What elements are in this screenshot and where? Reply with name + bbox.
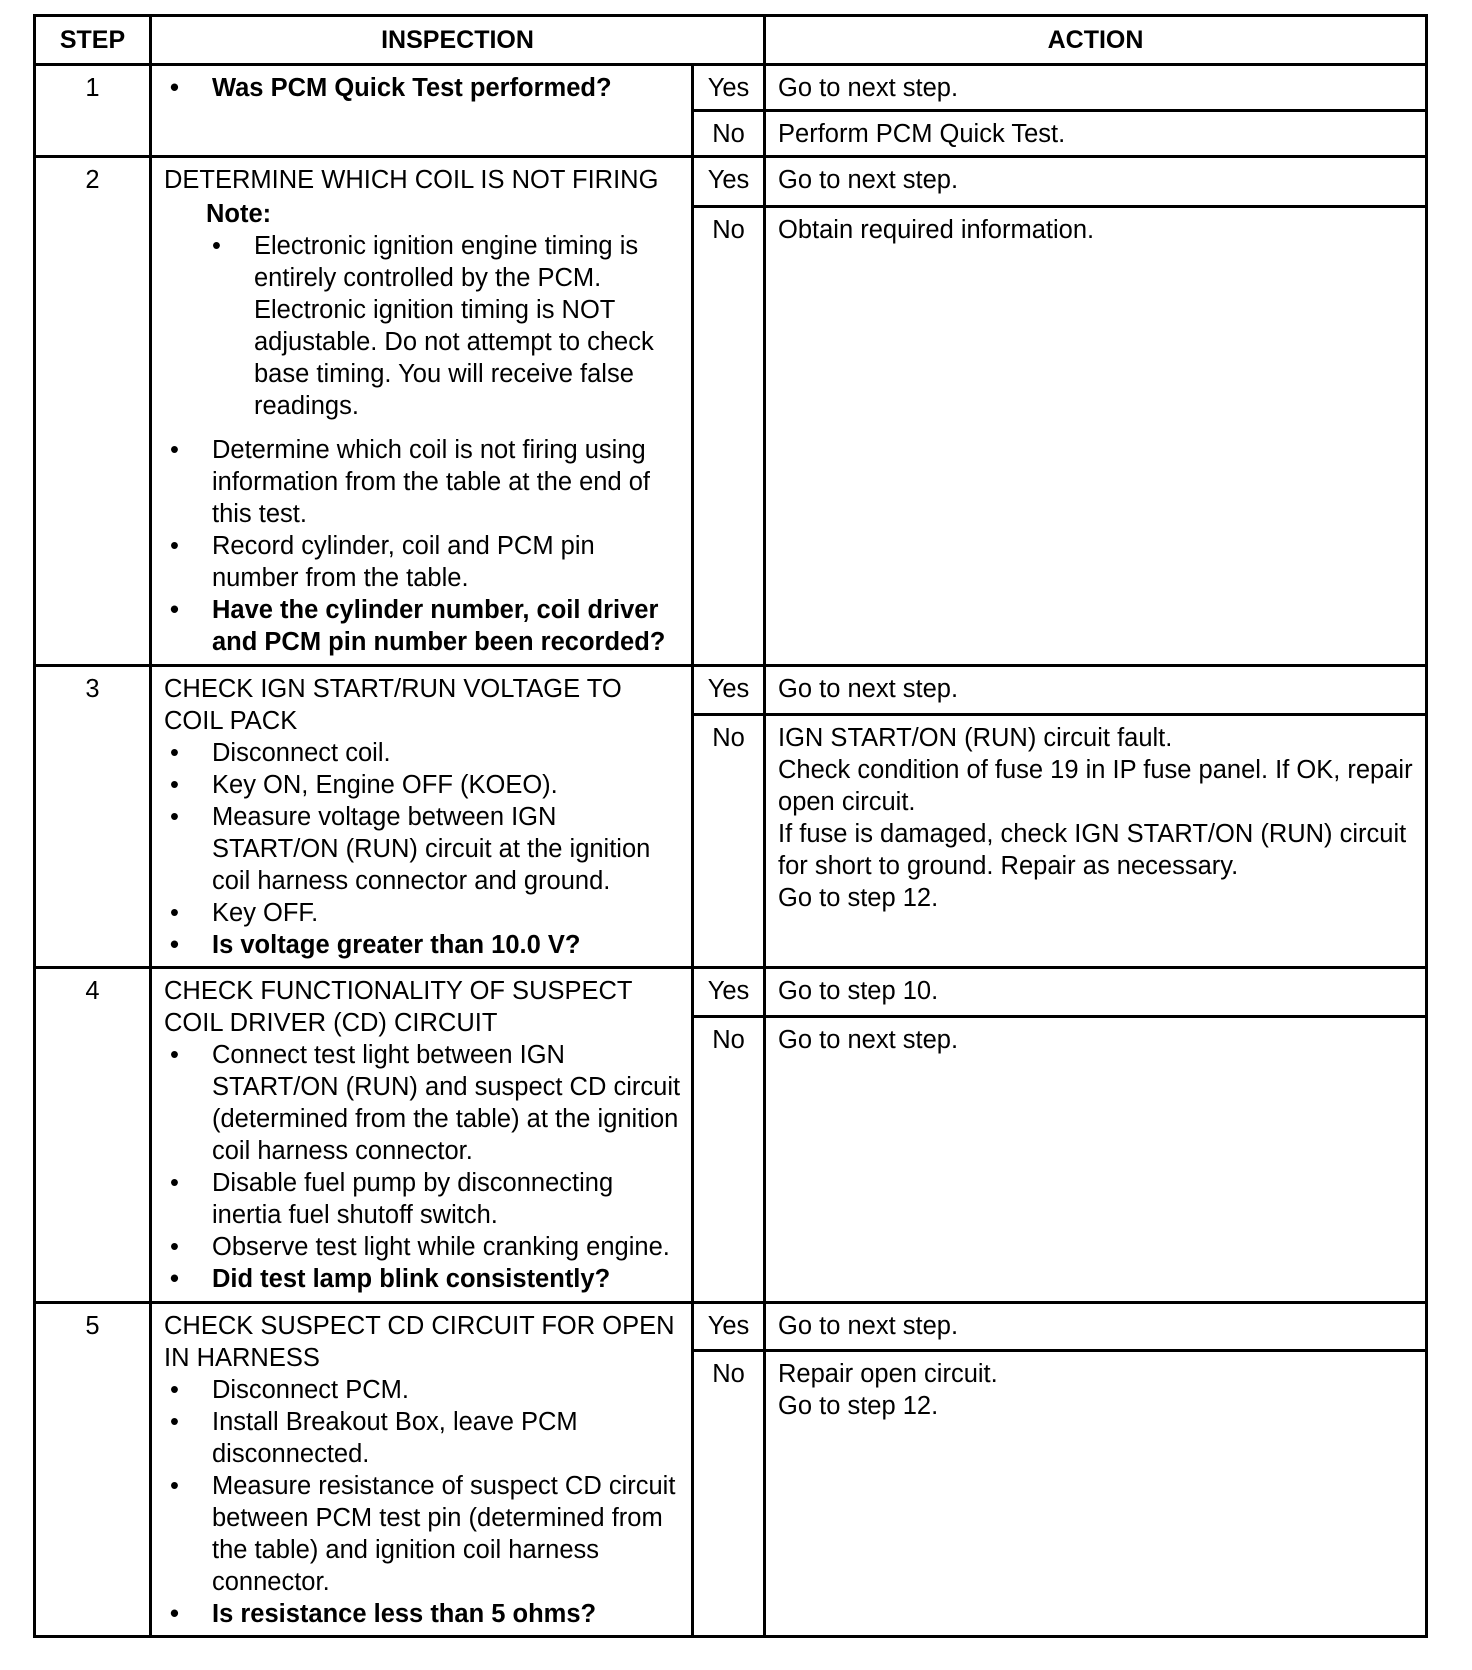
yes-action: Go to next step. <box>765 666 1427 715</box>
no-action: Perform PCM Quick Test. <box>765 111 1427 157</box>
inspection-heading: CHECK IGN START/RUN VOLTAGE TO COIL PACK <box>164 675 622 736</box>
step-3-yes-row <box>35 666 1427 715</box>
inspection-bullet: • Disconnect PCM. <box>164 1374 683 1406</box>
step-number: 2 <box>35 157 151 666</box>
inspection-bullet: • Determine which coil is not firing using information from the table at the end of this test. <box>164 434 683 530</box>
yes-label: Yes <box>693 65 765 111</box>
step-2-yes-row <box>35 157 1427 207</box>
no-label: No <box>693 714 765 968</box>
no-action <box>765 1351 1427 1637</box>
diagnostic-table <box>33 14 1428 1638</box>
inspection-cell <box>151 1302 693 1636</box>
note-label: Note: <box>206 200 272 229</box>
yes-label: Yes <box>693 1302 765 1351</box>
no-action: Go to next step. <box>765 1017 1427 1303</box>
yes-action: Go to next step. <box>765 1302 1427 1351</box>
inspection-question: • Did test lamp blink consistently? <box>164 1263 683 1295</box>
no-action-line: Go to step 12. <box>778 1392 939 1421</box>
note-text: • Electronic ignition engine timing is entirely controlled by the PCM. Electronic ignition timing is NOT adjustable. Do not attempt to check base timing. You will receive false readings. <box>206 230 683 422</box>
inspection-bullet: • Observe test light while cranking engine. <box>164 1231 683 1263</box>
step-number: 5 <box>35 1302 151 1636</box>
inspection-question: • Is voltage greater than 10.0 V? <box>164 929 683 961</box>
no-label: No <box>693 1017 765 1303</box>
inspection-cell <box>151 65 693 157</box>
yes-label: Yes <box>693 666 765 715</box>
step-1-yes-row <box>35 65 1427 111</box>
inspection-bullet: • Disconnect coil. <box>164 737 683 769</box>
inspection-question: • Is resistance less than 5 ohms? <box>164 1598 683 1630</box>
no-action-line: Go to step 12. <box>778 883 939 912</box>
step-4-yes-row <box>35 968 1427 1017</box>
no-label: No <box>693 207 765 666</box>
inspection-cell <box>151 157 693 666</box>
inspection-question: • Was PCM Quick Test performed? <box>164 72 683 104</box>
inspection-cell <box>151 666 693 968</box>
header-step: STEP <box>35 16 151 65</box>
inspection-heading: DETERMINE WHICH COIL IS NOT FIRING <box>164 166 659 195</box>
inspection-bullet: • Key ON, Engine OFF (KOEO). <box>164 769 683 801</box>
step-number: 1 <box>35 65 151 157</box>
inspection-heading: CHECK FUNCTIONALITY OF SUSPECT COIL DRIVER (CD) CIRCUIT <box>164 977 633 1038</box>
no-action: Obtain required information. <box>765 207 1427 666</box>
header-action: ACTION <box>765 16 1427 65</box>
inspection-bullet: • Install Breakout Box, leave PCM disconnected. <box>164 1406 683 1470</box>
inspection-bullet: • Key OFF. <box>164 897 683 929</box>
inspection-question: • Have the cylinder number, coil driver and PCM pin number been recorded? <box>164 594 683 658</box>
yes-action: Go to next step. <box>765 65 1427 111</box>
inspection-bullet: • Connect test light between IGN START/ON (RUN) and suspect CD circuit (determined from the table) at the ignition coil harness connector. <box>164 1039 683 1167</box>
header-row <box>35 16 1427 65</box>
inspection-cell <box>151 968 693 1302</box>
inspection-heading: CHECK SUSPECT CD CIRCUIT FOR OPEN IN HARNESS <box>164 1311 675 1372</box>
inspection-bullet: • Record cylinder, coil and PCM pin number from the table. <box>164 530 683 594</box>
inspection-bullet: • Measure resistance of suspect CD circuit between PCM test pin (determined from the table) and ignition coil harness connector. <box>164 1470 683 1598</box>
no-action-line: Repair open circuit. <box>778 1360 998 1389</box>
no-action-line: Check condition of fuse 19 in IP fuse panel. If OK, repair open circuit. <box>778 755 1413 816</box>
inspection-bullet: • Measure voltage between IGN START/ON (RUN) circuit at the ignition coil harness connector and ground. <box>164 801 683 897</box>
no-label: No <box>693 111 765 157</box>
no-action-line: IGN START/ON (RUN) circuit fault. <box>778 723 1173 752</box>
yes-label: Yes <box>693 157 765 207</box>
header-inspection: INSPECTION <box>151 16 765 65</box>
yes-action: Go to step 10. <box>765 968 1427 1017</box>
yes-action: Go to next step. <box>765 157 1427 207</box>
step-5-yes-row <box>35 1302 1427 1351</box>
no-label: No <box>693 1351 765 1637</box>
inspection-bullet: • Disable fuel pump by disconnecting inertia fuel shutoff switch. <box>164 1167 683 1231</box>
no-action <box>765 714 1427 968</box>
step-number: 3 <box>35 666 151 968</box>
yes-label: Yes <box>693 968 765 1017</box>
step-number: 4 <box>35 968 151 1302</box>
no-action-line: If fuse is damaged, check IGN START/ON (RUN) circuit for short to ground. Repair as necessary. <box>778 819 1407 880</box>
